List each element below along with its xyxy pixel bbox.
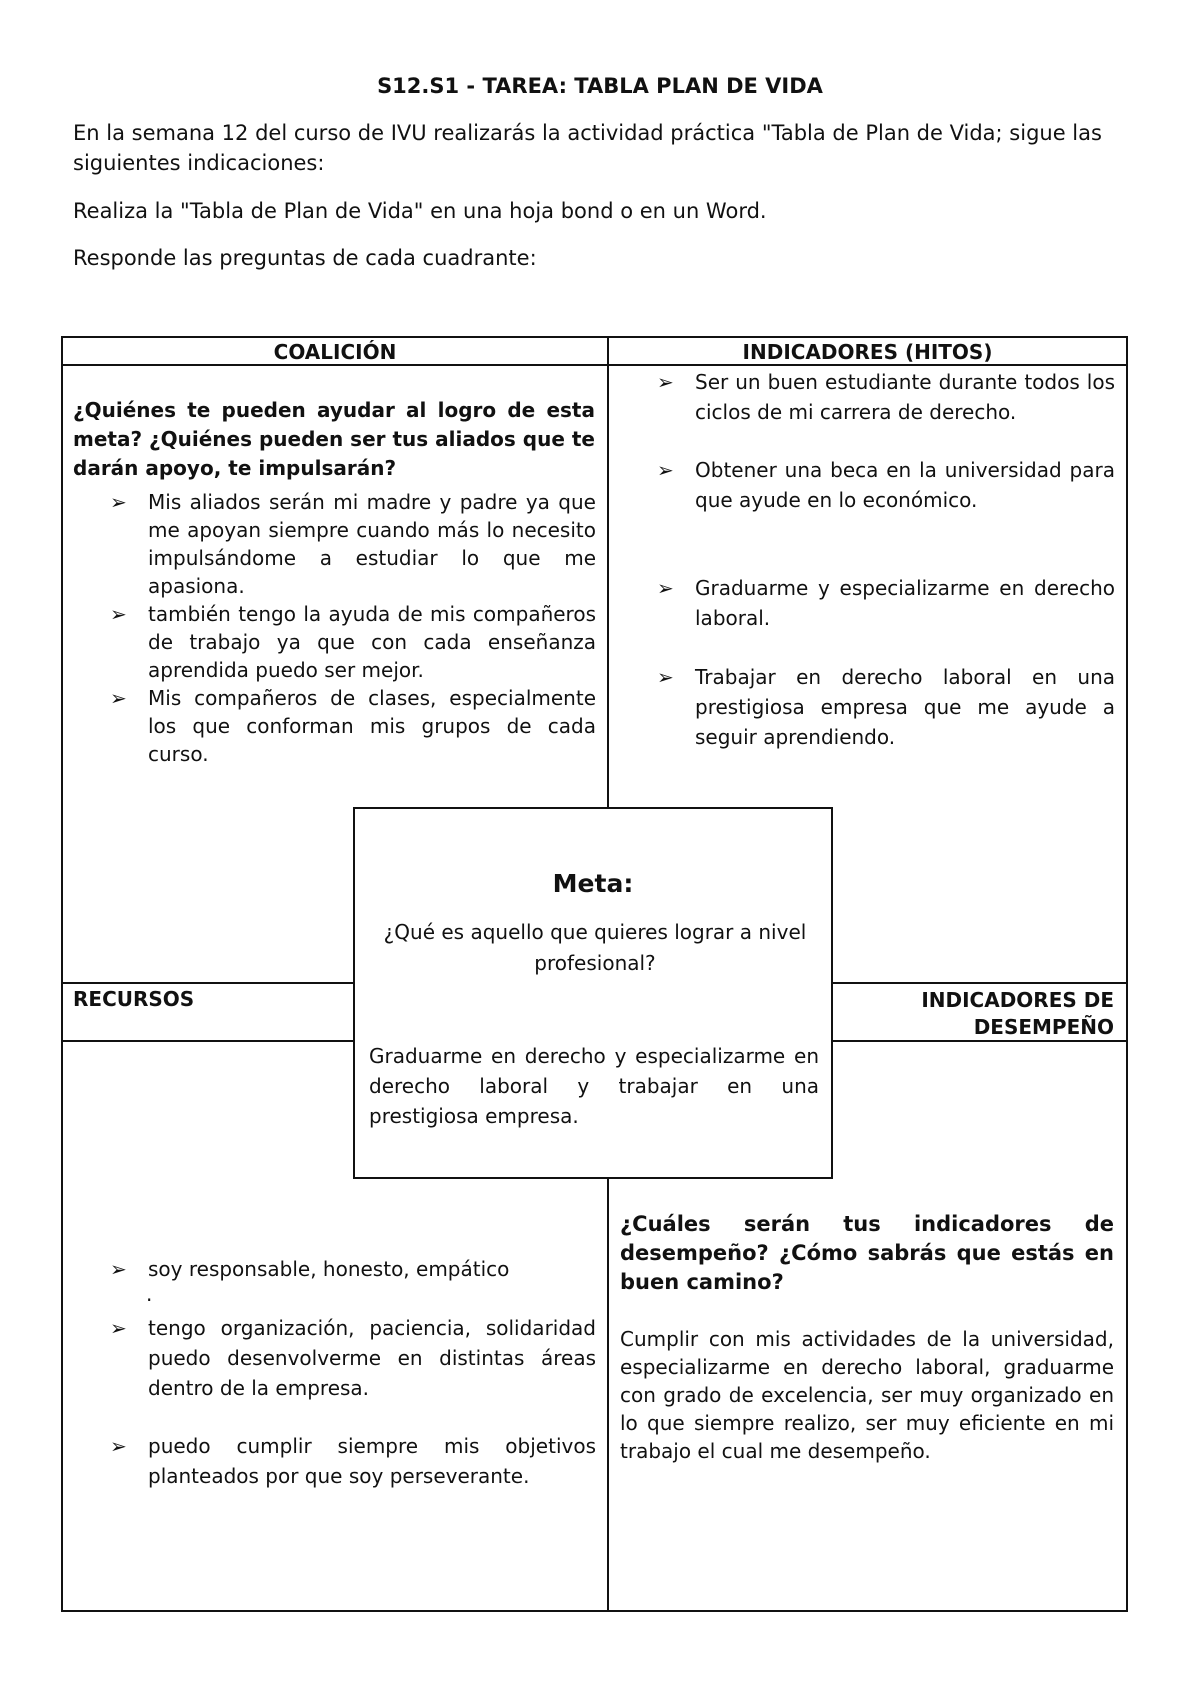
mid-row-top-right <box>832 982 1128 984</box>
hitos-list-3 <box>657 573 1115 633</box>
hitos-item-1: Ser un buen estudiante durante todos los ciclos de mi carrera de derecho. <box>695 370 1115 424</box>
coalicion-item-2: también tengo la ayuda de mis compañeros de trabajo ya que con cada enseñanza aprendida puedo ser mejor. <box>148 602 596 682</box>
arrow-bullet-icon: ➢ <box>110 1434 127 1458</box>
list-item <box>110 684 596 768</box>
recursos-header: RECURSOS <box>73 987 195 1011</box>
mid-row-top-left <box>61 982 354 984</box>
arrow-bullet-icon: ➢ <box>657 576 674 600</box>
list-item <box>657 367 1115 427</box>
recursos-list-3 <box>110 1431 596 1491</box>
list-item <box>110 1431 596 1491</box>
intro-paragraph-2: Realiza la "Tabla de Plan de Vida" en una hoja bond o en un Word. <box>73 199 767 223</box>
list-item <box>110 1254 596 1284</box>
arrow-bullet-icon: ➢ <box>110 1257 127 1281</box>
list-item <box>110 488 596 600</box>
recursos-item-2: tengo organización, paciencia, solidaridad puedo desenvolverme en distintas áreas dentro de la empresa. <box>148 1316 596 1400</box>
meta-question: ¿Qué es aquello que quieres lograr a nivel profesional? <box>383 920 807 975</box>
recursos-item-3: puedo cumplir siempre mis objetivos planteados por que soy perseverante. <box>148 1434 596 1488</box>
hitos-item-3: Graduarme y especializarme en derecho laboral. <box>695 576 1115 630</box>
arrow-bullet-icon: ➢ <box>110 602 127 626</box>
table-center-divider-top <box>607 336 609 808</box>
list-item <box>657 662 1115 752</box>
list-item <box>657 573 1115 633</box>
hitos-list-2 <box>657 455 1115 515</box>
coalicion-question: ¿Quiénes te pueden ayudar al logro de esta meta? ¿Quiénes pueden ser tus aliados que te darán apoyo, te impulsarán? <box>73 398 595 480</box>
list-item <box>110 600 596 684</box>
coalicion-list <box>110 488 596 768</box>
document-title: S12.S1 - TAREA: TABLA PLAN DE VIDA <box>377 74 823 98</box>
desempeno-answer: Cumplir con mis actividades de la universidad, especializarme en derecho laboral, graduarme con grado de excelencia, ser muy organizado en lo que siempre realizo, ser muy eficiente en mi trabajo el cual me desempeño. <box>620 1327 1114 1463</box>
hitos-header: INDICADORES (HITOS) <box>742 340 993 364</box>
list-item <box>110 1313 596 1403</box>
table-header-divider <box>61 364 1128 366</box>
meta-title: Meta: <box>552 869 634 898</box>
arrow-bullet-icon: ➢ <box>657 458 674 482</box>
table-top-border <box>61 336 1128 338</box>
table-left-border <box>61 336 63 1612</box>
recursos-list-1 <box>110 1254 596 1284</box>
hitos-list-4 <box>657 662 1115 752</box>
list-item <box>657 455 1115 515</box>
meta-box <box>353 807 833 1179</box>
coalicion-item-3: Mis compañeros de clases, especialmente los que conforman mis grupos de cada curso. <box>148 686 596 766</box>
stray-dot: . <box>146 1282 153 1306</box>
desempeno-question: ¿Cuáles serán tus indicadores de desempeño? ¿Cómo sabrás que estás en buen camino? <box>620 1212 1114 1294</box>
arrow-bullet-icon: ➢ <box>110 686 127 710</box>
table-right-border <box>1126 336 1128 1612</box>
recursos-list-2 <box>110 1313 596 1403</box>
hitos-item-2: Obtener una beca en la universidad para que ayude en lo económico. <box>695 458 1115 512</box>
mid-row-bottom-left <box>61 1040 354 1042</box>
arrow-bullet-icon: ➢ <box>657 665 674 689</box>
coalicion-header: COALICIÓN <box>273 340 397 364</box>
recursos-item-1: soy responsable, honesto, empático <box>148 1257 510 1281</box>
desempeno-header: INDICADORES DE DESEMPEÑO <box>921 988 1114 1039</box>
intro-paragraph-3: Responde las preguntas de cada cuadrante: <box>73 246 537 270</box>
arrow-bullet-icon: ➢ <box>110 1316 127 1340</box>
meta-answer: Graduarme en derecho y especializarme en derecho laboral y trabajar en una prestigiosa empresa. <box>369 1044 819 1128</box>
arrow-bullet-icon: ➢ <box>110 490 127 514</box>
table-center-divider-bottom <box>607 1179 609 1612</box>
table-bottom-border <box>61 1610 1128 1612</box>
hitos-item-4: Trabajar en derecho laboral en una prestigiosa empresa que me ayude a seguir aprendiendo. <box>695 665 1115 749</box>
arrow-bullet-icon: ➢ <box>657 370 674 394</box>
intro-paragraph-1: En la semana 12 del curso de IVU realizarás la actividad práctica "Tabla de Plan de Vida; sigue las siguientes indicaciones: <box>73 121 1102 175</box>
coalicion-item-1: Mis aliados serán mi madre y padre ya que me apoyan siempre cuando más lo necesito impulsándome a estudiar lo que me apasiona. <box>148 490 596 598</box>
hitos-list-1 <box>657 367 1115 427</box>
